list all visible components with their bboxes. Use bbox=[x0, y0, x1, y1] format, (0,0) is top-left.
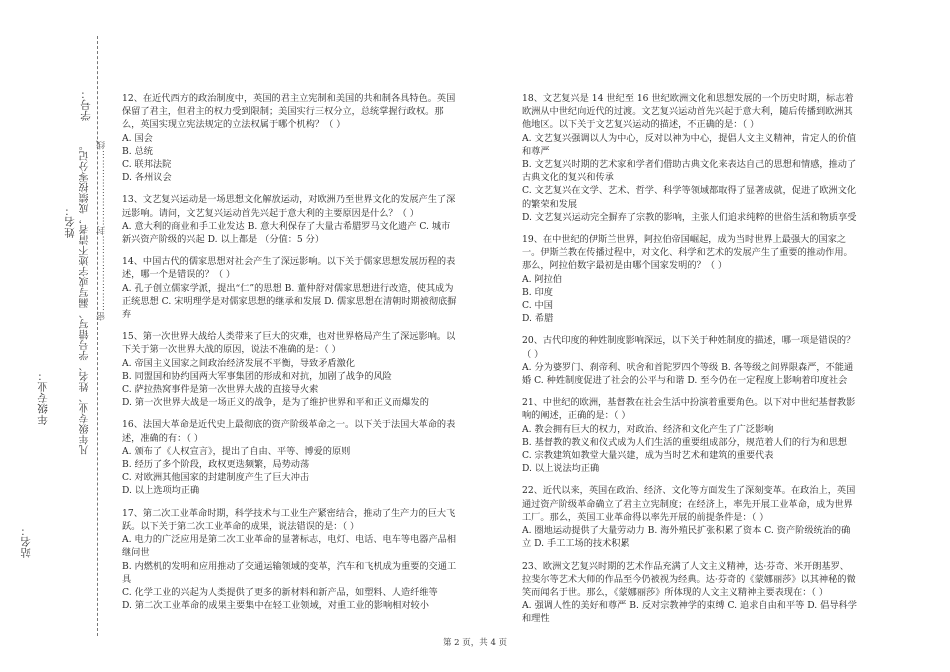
answer-option: D. 第一次世界大战是一场正义的战争，是为了维护世界和平和正义而爆发的 bbox=[122, 397, 429, 409]
answer-option: D. 第二次工业革命的成果主要集中在轻工业领域，对重工业的影响相对较小 bbox=[122, 600, 429, 612]
question-block bbox=[522, 92, 858, 224]
question-block bbox=[122, 330, 458, 409]
answer-option: C. 文艺复兴在文学、艺术、哲学、科学等领域都取得了显著成就，促进了欧洲文化的繁荣和发展 bbox=[522, 185, 857, 210]
question-stem: 20、古代印度的种姓制度影响深远，以下关于种姓制度的描述，哪一项是错误的？（ ） bbox=[522, 335, 856, 360]
answer-option: A. 强调人性的美好和尊严 B. 反对宗教神学的束缚 C. 追求自由和平等 D. 倡导科学和理性 bbox=[522, 600, 857, 625]
question-stem: 12、在近代西方的政治制度中，英国的君主立宪制和美国的共和制各具特色。英国保留了君主，但君主的权力受到限制；美国实行三权分立，总统掌握行政权。那么，英国实现立宪法规定的立法权属于哪个机构？（ ） bbox=[122, 93, 456, 131]
question-stem: 22、近代以来，英国在政治、经济、文化等方面发生了深刻变革。在政治上，英国通过资产阶级革命确立了君主立宪制度；在经济上，率先开展工业革命，成为世界工厂。那么，英国工业革命得以率先开展的前提条件是：（ ） bbox=[522, 485, 856, 523]
answer-option: D. 以上说法均正确 bbox=[522, 463, 600, 475]
question-stem: 18、文艺复兴是 14 世纪至 16 世纪欧洲文化和思想发展的一个历史时期，标志着欧洲从中世纪向近代的过渡。文艺复兴运动首先兴起于意大利，随后传播到欧洲其他地区。以下关于文艺复兴运动的描述，不正确的是：（ ） bbox=[522, 93, 854, 131]
question-block bbox=[522, 560, 858, 626]
name-label: 姓名： bbox=[64, 205, 76, 238]
answer-option: C. 宗教建筑如教堂大量兴建，成为当时艺术和建筑的重要代表 bbox=[522, 450, 774, 462]
question-block bbox=[122, 193, 458, 246]
question-stem: 21、中世纪的欧洲，基督教在社会生活中扮演着重要角色。以下对中世纪基督教影响的阐述，正确的是：（ ） bbox=[522, 397, 856, 422]
answer-option: B. 经历了多个阶段，政权更迭频繁，局势动荡 bbox=[122, 459, 310, 471]
question-stem: 23、欧洲文艺复兴时期的艺术作品充满了人文主义精神，达·芬奇、米开朗基罗、拉斐尔等艺术大师的作品至今仍被视为经典。达·芬奇的《蒙娜丽莎》以其神秘的微笑而闻名于世。那么，《蒙娜丽莎》所体现的人文主义精神主要表现在：（ ） bbox=[522, 560, 856, 598]
notice-text: 凡年级专业、姓名、学号错写、漏写或字迹不清者，成绩按零分记。 bbox=[80, 140, 91, 455]
answer-option: C. 化学工业的兴起为人类提供了更多的新材料和新产品，如塑料、人造纤维等 bbox=[122, 586, 438, 598]
answer-option: C. 萨拉热窝事件是第一次世界大战的直接导火索 bbox=[122, 384, 319, 396]
answer-option: C. 联邦法院 bbox=[122, 159, 172, 171]
answer-option: D. 文艺复兴运动完全摒弃了宗教的影响，主张人们追求纯粹的世俗生活和物质享受 bbox=[522, 211, 857, 223]
question-block bbox=[522, 233, 858, 325]
question-block bbox=[122, 92, 458, 184]
answer-option: D. 各州议会 bbox=[122, 172, 172, 184]
answer-option: C. 中国 bbox=[522, 300, 553, 312]
answer-option: A. 国会 bbox=[122, 132, 153, 144]
question-block bbox=[122, 255, 458, 321]
answer-option: A. 文艺复兴强调以人为中心，反对以神为中心，提倡人文主义精神，肯定人的价值和尊严 bbox=[522, 132, 857, 157]
question-stem: 17、第二次工业革命时期，科学技术与工业生产紧密结合，推动了生产力的巨大飞跃。以下关于第二次工业革命的成果，说法错误的是：（ ） bbox=[122, 507, 456, 532]
answer-option: A. 圈地运动提供了大量劳动力 B. 海外殖民扩张积累了资本 C. 资产阶级统治的确立 D. 手工工场的技术积累 bbox=[522, 525, 851, 550]
left-column bbox=[122, 92, 458, 621]
right-column bbox=[522, 92, 858, 635]
answer-option: A. 意大利的商业和手工业发达 B. 意大利保存了大量古希腊罗马文化遗产 C. 城市新兴资产阶级的兴起 D. 以上都是 （分值：5 分） bbox=[122, 220, 451, 246]
question-stem: 19、在中世纪的伊斯兰世界，阿拉伯帝国崛起，成为当时世界上最强大的国家之一。伊斯兰教在传播过程中，对文化、科学和艺术的发展产生了重要的推动作用。那么，阿拉伯数字最初是由哪个国家发明的？（ ） bbox=[522, 234, 853, 272]
question-block bbox=[122, 418, 458, 497]
question-stem: 14、中国古代的儒家思想对社会产生了深远影响。以下关于儒家思想发展历程的表述，哪一个是错误的？（ ） bbox=[122, 256, 456, 281]
binding-margin bbox=[0, 0, 110, 672]
answer-option: D. 希腊 bbox=[522, 313, 554, 325]
answer-option: A. 孔子创立儒家学派，提出“仁”的思想 B. 董仲舒对儒家思想进行改造，使其成为正统思想 C. 宋明理学是对儒家思想的继承和发展 D. 儒家思想在清朝时期被彻底摒弃 bbox=[122, 282, 457, 321]
answer-option: C. 对欧洲其他国家的封建制度产生了巨大冲击 bbox=[122, 472, 310, 484]
answer-option: B. 总统 bbox=[122, 145, 153, 157]
question-stem: 16、法国大革命是近代史上最彻底的资产阶级革命之一。以下关于法国大革命的表述，准确的有：（ ） bbox=[122, 419, 456, 444]
answer-option: A. 教会拥有巨大的权力，对政治、经济和文化产生了广泛影响 bbox=[522, 423, 774, 435]
answer-option: A. 阿拉伯 bbox=[522, 273, 563, 285]
answer-option: A. 帝国主义国家之间政治经济发展不平衡，导致矛盾激化 bbox=[122, 357, 355, 369]
question-block bbox=[122, 507, 458, 613]
answer-option: B. 内燃机的发明和应用推动了交通运输领域的变革，汽车和飞机成为重要的交通工具 bbox=[122, 560, 457, 585]
answer-option: A. 颁布了《人权宣言》，提出了自由、平等、博爱的原则 bbox=[122, 445, 351, 457]
seal-marks: 密……………………封……………………线 bbox=[97, 140, 107, 321]
answer-option: B. 基督教的教义和仪式成为人们生活的重要组成部分，规范着人们的行为和思想 bbox=[522, 436, 847, 448]
question-stem: 15、第一次世界大战给人类带来了巨大的灾难，也对世界格局产生了深远影响。以下关于第一次世界大战的原因，说法不准确的是：（ ） bbox=[122, 331, 456, 356]
student-id-label: 学号： bbox=[80, 88, 92, 121]
answer-option: B. 印度 bbox=[522, 286, 553, 298]
answer-option: A. 电力的广泛应用是第二次工业革命的显著标志，电灯、电话、电车等电器产品相继问世 bbox=[122, 534, 457, 559]
question-block bbox=[522, 396, 858, 475]
question-block bbox=[522, 334, 858, 387]
question-stem: 13、文艺复兴运动是一场思想文化解放运动，对欧洲乃至世界文化的发展产生了深远影响。请问，文艺复兴运动首先兴起于意大利的主要原因是什么？（ ） bbox=[122, 194, 456, 219]
answer-option: D. 以上选项均正确 bbox=[122, 485, 200, 497]
answer-option: B. 文艺复兴时期的艺术家和学者们借助古典文化来表达自己的思想和情感，推动了古典文化的复兴和传承 bbox=[522, 159, 857, 184]
question-block bbox=[522, 484, 858, 550]
answer-option: B. 同盟国和协约国两大军事集团的形成和对抗，加剧了战争的风险 bbox=[122, 370, 392, 382]
page-footer: 第 2 页，共 4 页 bbox=[442, 638, 508, 648]
major-label: 年级专业： bbox=[37, 370, 49, 425]
seal-dashed-line bbox=[97, 36, 98, 636]
school-label: 站名： bbox=[20, 525, 32, 558]
answer-option: A. 分为婆罗门、刹帝利、吠舍和首陀罗四个等级 B. 各等级之间界限森严，不能通婚 C. 种姓制度促进了社会的公平与和谐 D. 至今仍在一定程度上影响着印度社会 bbox=[522, 361, 854, 387]
